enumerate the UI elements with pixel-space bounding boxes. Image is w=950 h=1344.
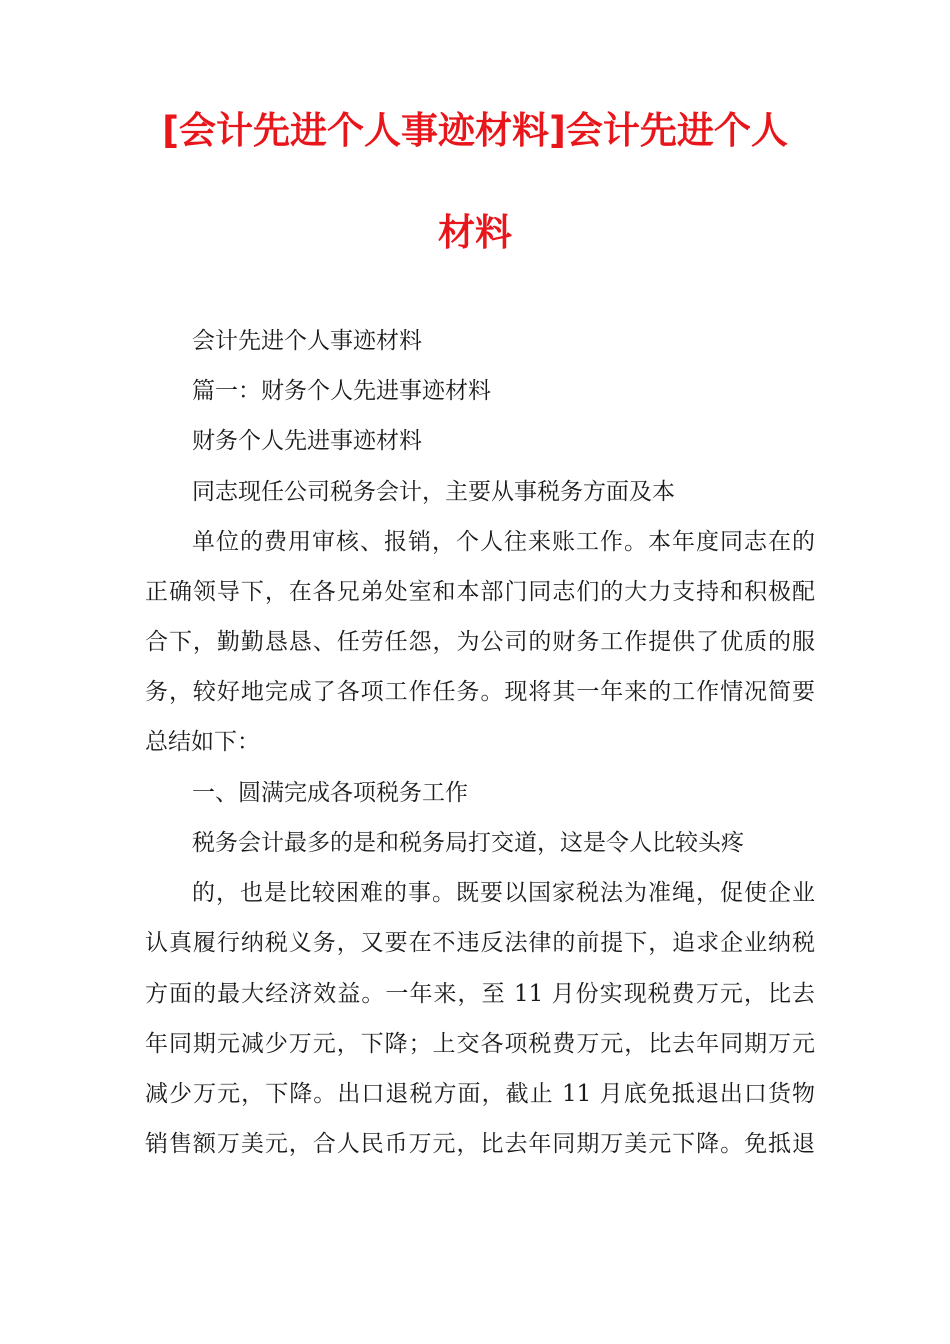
body-line-13: 方面的最大经济效益。一年来，至 11 月份实现税费万元，比去 [145, 981, 815, 1007]
document-title-line-2: 材料 [438, 211, 512, 254]
body-line-9: 总结如下： [145, 729, 260, 755]
document-title-line-1: [会计先进个人事迹材料]会计先进个人 [162, 109, 788, 152]
body-line-12: 认真履行纳税义务，又要在不违反法律的前提下，追求企业纳税 [145, 930, 815, 956]
body-line-1: 会计先进个人事迹材料 [192, 328, 422, 354]
section-heading-1: 一、圆满完成各项税务工作 [192, 780, 468, 806]
body-line-14: 年同期元减少万元，下降；上交各项税费万元，比去年同期万元 [145, 1031, 815, 1057]
body-line-10: 税务会计最多的是和税务局打交道，这是令人比较头疼 [192, 830, 744, 856]
body-line-6: 正确领导下，在各兄弟处室和本部门同志们的大力支持和积极配 [145, 579, 815, 605]
body-line-8: 务，较好地完成了各项工作任务。现将其一年来的工作情况简要 [145, 679, 815, 705]
body-line-5: 单位的费用审核、报销，个人往来账工作。本年度同志在的 [192, 529, 815, 555]
body-line-15: 减少万元，下降。出口退税方面，截止 11 月底免抵退出口货物 [145, 1081, 815, 1107]
body-line-7: 合下，勤勤恳恳、任劳任怨，为公司的财务工作提供了优质的服 [145, 629, 815, 655]
body-line-4: 同志现任公司税务会计，主要从事税务方面及本 [192, 479, 675, 505]
body-line-16: 销售额万美元，合人民币万元，比去年同期万美元下降。免抵退 [145, 1131, 815, 1157]
body-line-2: 篇一：财务个人先进事迹材料 [192, 378, 491, 404]
body-line-11: 的，也是比较困难的事。既要以国家税法为准绳，促使企业 [192, 880, 815, 906]
body-line-3: 财务个人先进事迹材料 [192, 428, 422, 454]
